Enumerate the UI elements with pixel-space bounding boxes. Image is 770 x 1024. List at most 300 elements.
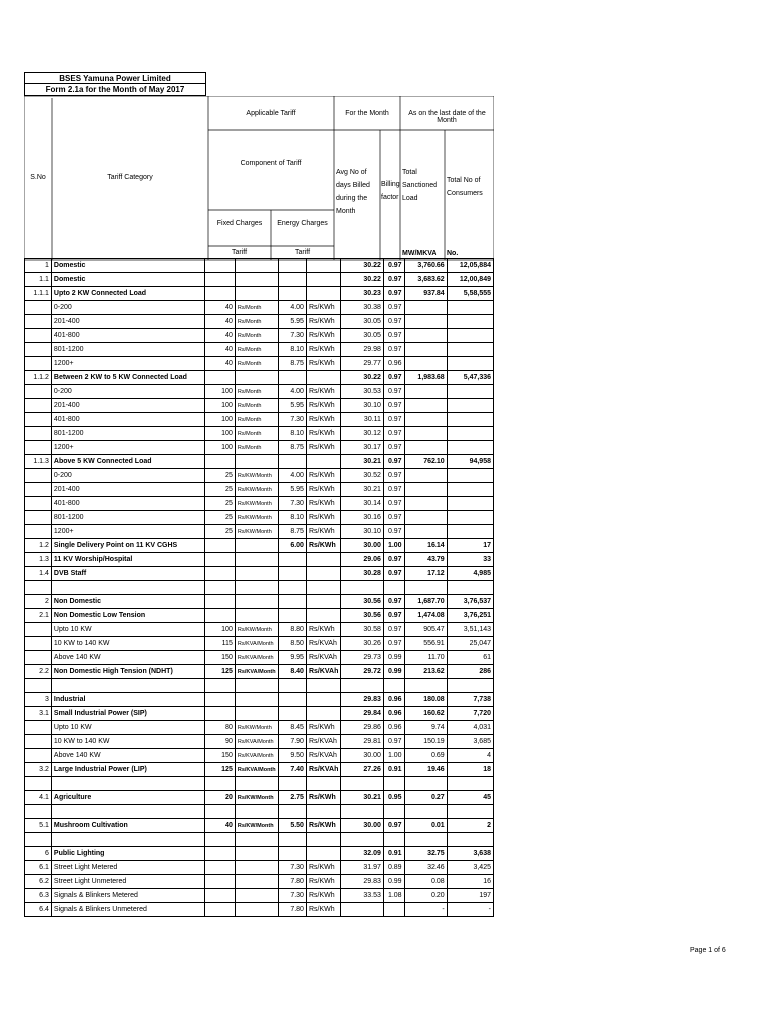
cell-sno: 6.2 [25, 875, 52, 889]
cell-bf: 0.97 [383, 399, 404, 413]
cell-cons [447, 315, 493, 329]
cell-sno [25, 637, 52, 651]
cell-cat: Upto 10 KW [51, 721, 204, 735]
cell-eu [306, 609, 340, 623]
cell-avg: 29.06 [341, 553, 384, 567]
cell-sno [25, 805, 52, 819]
cell-cons: 4 [447, 749, 493, 763]
cell-load: 19.46 [404, 763, 447, 777]
cell-load: 0.69 [404, 749, 447, 763]
cell-ex [278, 371, 306, 385]
cell-cons: 197 [447, 889, 493, 903]
cell-fx [205, 707, 236, 721]
cell-avg: 30.00 [341, 539, 384, 553]
cell-fu [235, 707, 278, 721]
cell-fx [205, 777, 236, 791]
cell-eu: Rs/KWh [306, 875, 340, 889]
cell-fx: 150 [205, 651, 236, 665]
cell-load [404, 805, 447, 819]
cell-eu: Rs/KWh [306, 525, 340, 539]
cell-sno [25, 413, 52, 427]
cell-eu: Rs/KWh [306, 441, 340, 455]
cell-bf: 0.96 [383, 693, 404, 707]
table-row [25, 721, 494, 735]
cell-avg: 30.21 [341, 791, 384, 805]
cell-avg: 30.16 [341, 511, 384, 525]
cell-fx: 40 [205, 329, 236, 343]
cell-eu [306, 273, 340, 287]
cell-avg: 29.86 [341, 721, 384, 735]
cell-fu [235, 553, 278, 567]
cell-bf [383, 581, 404, 595]
cell-bf: 0.99 [383, 875, 404, 889]
cell-fx: 100 [205, 413, 236, 427]
cell-cat [51, 777, 204, 791]
cell-fx [205, 833, 236, 847]
cell-eu: Rs/KWh [306, 623, 340, 637]
cell-cons: 3,638 [447, 847, 493, 861]
cell-avg: 29.83 [341, 875, 384, 889]
company-title: BSES Yamuna Power Limited [24, 72, 206, 84]
col-energy-tariff: Tariff [294, 249, 311, 256]
cell-avg [341, 833, 384, 847]
table-row [25, 553, 494, 567]
cell-fu: Rs/KW/Month [235, 483, 278, 497]
cell-ex: 8.75 [278, 357, 306, 371]
cell-avg: 30.05 [341, 329, 384, 343]
table-row [25, 301, 494, 315]
cell-cat: Non Domestic High Tension (NDHT) [51, 665, 204, 679]
cell-cat: Domestic [51, 259, 204, 273]
cell-eu: Rs/KWh [306, 539, 340, 553]
cell-fu: Rs/Month [235, 441, 278, 455]
table-row [25, 847, 494, 861]
cell-avg: 30.21 [341, 455, 384, 469]
cell-fu: Rs/KW/Month [235, 819, 278, 833]
cell-cons [447, 343, 493, 357]
cell-ex [278, 567, 306, 581]
table-row [25, 595, 494, 609]
cell-cat: 1200+ [51, 357, 204, 371]
cell-avg: 32.09 [341, 847, 384, 861]
cell-load [404, 679, 447, 693]
cell-eu [306, 693, 340, 707]
cell-bf: 0.97 [383, 567, 404, 581]
cell-cat: 11 KV Worship/Hospital [51, 553, 204, 567]
table-row [25, 511, 494, 525]
cell-bf: 0.97 [383, 413, 404, 427]
col-avg-days: Avg No of days Billed during the Month [336, 169, 370, 215]
cell-cons: 12,05,884 [447, 259, 493, 273]
cell-fx [205, 595, 236, 609]
cell-fu: Rs/Month [235, 413, 278, 427]
cell-cat: Small Industrial Power (SIP) [51, 707, 204, 721]
cell-bf: 0.97 [383, 553, 404, 567]
cell-bf: 0.97 [383, 455, 404, 469]
cell-cat: Above 140 KW [51, 651, 204, 665]
cell-ex: 5.95 [278, 399, 306, 413]
cell-fx [205, 889, 236, 903]
cell-fx: 90 [205, 735, 236, 749]
cell-cat [51, 581, 204, 595]
cell-sno: 1.1.1 [25, 287, 52, 301]
cell-cat: Non Domestic [51, 595, 204, 609]
cell-bf: 0.97 [383, 371, 404, 385]
cell-cat: 401-800 [51, 329, 204, 343]
table-row [25, 287, 494, 301]
cell-bf [383, 679, 404, 693]
cell-ex: 8.45 [278, 721, 306, 735]
cell-avg: 29.77 [341, 357, 384, 371]
table-row [25, 609, 494, 623]
cell-cons [447, 385, 493, 399]
table-row [25, 329, 494, 343]
cell-cons: 94,958 [447, 455, 493, 469]
cell-sno [25, 483, 52, 497]
cell-fx: 40 [205, 357, 236, 371]
cell-load [404, 581, 447, 595]
cell-cons [447, 511, 493, 525]
table-row [25, 413, 494, 427]
cell-fu [235, 455, 278, 469]
table-row [25, 315, 494, 329]
cell-cons [447, 833, 493, 847]
cell-bf: 1.08 [383, 889, 404, 903]
cell-avg: 29.72 [341, 665, 384, 679]
cell-load: 32.75 [404, 847, 447, 861]
cell-fx: 100 [205, 385, 236, 399]
cell-fu [235, 861, 278, 875]
cell-load [404, 343, 447, 357]
cell-load [404, 301, 447, 315]
cell-sno: 1.3 [25, 553, 52, 567]
cell-sno [25, 777, 52, 791]
cell-cat: 201-400 [51, 399, 204, 413]
cell-sno: 6.1 [25, 861, 52, 875]
cell-cons: 18 [447, 763, 493, 777]
col-category: Tariff Category [107, 174, 153, 181]
page-number: Page 1 of 6 [690, 947, 726, 954]
cell-fu [235, 679, 278, 693]
cell-ex: 4.00 [278, 469, 306, 483]
cell-ex: 7.30 [278, 329, 306, 343]
cell-ex [278, 805, 306, 819]
cell-avg: 30.56 [341, 595, 384, 609]
cell-cat: 0-200 [51, 301, 204, 315]
cell-cons: 3,76,251 [447, 609, 493, 623]
cell-load: 905.47 [404, 623, 447, 637]
cell-cons [447, 679, 493, 693]
cell-fu: Rs/Month [235, 385, 278, 399]
cell-sno [25, 315, 52, 329]
cell-ex [278, 553, 306, 567]
cell-ex: 8.10 [278, 343, 306, 357]
col-sno: S.No [30, 174, 46, 181]
cell-load [404, 399, 447, 413]
cell-bf: 0.97 [383, 819, 404, 833]
cell-eu [306, 371, 340, 385]
cell-sno: 6 [25, 847, 52, 861]
cell-cat: Single Delivery Point on 11 KV CGHS [51, 539, 204, 553]
col-billing-factor: Billing factor [381, 181, 400, 201]
cell-sno [25, 301, 52, 315]
cell-load [404, 413, 447, 427]
cell-bf: 0.89 [383, 861, 404, 875]
cell-fx: 40 [205, 343, 236, 357]
cell-eu [306, 679, 340, 693]
blank-row [25, 777, 494, 791]
cell-bf: 0.97 [383, 301, 404, 315]
cell-cons [447, 357, 493, 371]
cell-fu: Rs/KW/Month [235, 525, 278, 539]
cell-cons: 61 [447, 651, 493, 665]
cell-fx [205, 581, 236, 595]
table-row [25, 469, 494, 483]
cell-cat: 801-1200 [51, 427, 204, 441]
cell-ex: 8.50 [278, 637, 306, 651]
cell-ex [278, 273, 306, 287]
cell-cons [447, 441, 493, 455]
cell-sno: 4.1 [25, 791, 52, 805]
cell-sno [25, 651, 52, 665]
table-row [25, 819, 494, 833]
table-row [25, 903, 494, 917]
cell-sno [25, 343, 52, 357]
cell-fu [235, 777, 278, 791]
cell-fx: 100 [205, 399, 236, 413]
cell-cat: Street Light Metered [51, 861, 204, 875]
cell-eu: Rs/KWh [306, 889, 340, 903]
cell-bf: 0.97 [383, 497, 404, 511]
cell-load [404, 469, 447, 483]
cell-bf: 0.97 [383, 343, 404, 357]
cell-cat: Street Light Unmetered [51, 875, 204, 889]
cell-load: 3,760.66 [404, 259, 447, 273]
cell-cons [447, 469, 493, 483]
cell-eu: Rs/KWh [306, 427, 340, 441]
col-last-date: As on the last date of the Month [408, 110, 486, 124]
cell-avg: 30.28 [341, 567, 384, 581]
cell-cons: 17 [447, 539, 493, 553]
cell-cons [447, 525, 493, 539]
cell-cat: 1200+ [51, 525, 204, 539]
cell-sno: 5.1 [25, 819, 52, 833]
col-sanctioned: Total Sanctioned Load [402, 169, 438, 202]
cell-bf: 0.97 [383, 511, 404, 525]
cell-cat [51, 805, 204, 819]
cell-fx: 125 [205, 763, 236, 777]
cell-cat: Signals & Blinkers Unmetered [51, 903, 204, 917]
cell-fx [205, 693, 236, 707]
cell-ex: 7.90 [278, 735, 306, 749]
cell-load: 1,687.70 [404, 595, 447, 609]
cell-bf: 0.96 [383, 707, 404, 721]
cell-fx [205, 847, 236, 861]
cell-ex: 7.80 [278, 903, 306, 917]
table-row [25, 889, 494, 903]
cell-bf [383, 805, 404, 819]
cell-load: 3,683.62 [404, 273, 447, 287]
cell-fx [205, 861, 236, 875]
cell-cons: 33 [447, 553, 493, 567]
cell-fx: 20 [205, 791, 236, 805]
cell-sno: 1.1 [25, 273, 52, 287]
cell-cat: 10 KW to 140 KW [51, 637, 204, 651]
cell-cat: 0-200 [51, 385, 204, 399]
cell-eu: Rs/KWh [306, 469, 340, 483]
cell-eu: Rs/KVAh [306, 651, 340, 665]
cell-eu: Rs/KWh [306, 399, 340, 413]
cell-fu [235, 371, 278, 385]
cell-cons: 12,00,849 [447, 273, 493, 287]
cell-eu [306, 553, 340, 567]
cell-sno [25, 525, 52, 539]
cell-fu: Rs/Month [235, 301, 278, 315]
col-for-month: For the Month [345, 110, 389, 117]
cell-fu [235, 693, 278, 707]
cell-load: 0.20 [404, 889, 447, 903]
form-title: Form 2.1a for the Month of May 2017 [24, 84, 206, 96]
cell-eu: Rs/KWh [306, 903, 340, 917]
cell-ex: 9.95 [278, 651, 306, 665]
cell-avg: 30.23 [341, 287, 384, 301]
cell-fu: Rs/KVA/Month [235, 637, 278, 651]
cell-ex [278, 833, 306, 847]
cell-bf: 0.97 [383, 735, 404, 749]
cell-avg: 30.05 [341, 315, 384, 329]
cell-cons: 3,76,537 [447, 595, 493, 609]
cell-cons [447, 413, 493, 427]
cell-bf: 0.96 [383, 357, 404, 371]
cell-cons [447, 777, 493, 791]
cell-cat [51, 679, 204, 693]
cell-ex: 8.75 [278, 441, 306, 455]
cell-load: 9.74 [404, 721, 447, 735]
cell-bf: 0.99 [383, 651, 404, 665]
cell-load [404, 441, 447, 455]
table-row [25, 259, 494, 273]
cell-avg: 31.97 [341, 861, 384, 875]
cell-fu [235, 539, 278, 553]
cell-sno: 1.1.2 [25, 371, 52, 385]
cell-fu [235, 833, 278, 847]
cell-load: 180.08 [404, 693, 447, 707]
cell-avg: 30.22 [341, 273, 384, 287]
cell-avg: 30.11 [341, 413, 384, 427]
cell-fu: Rs/KVA/Month [235, 763, 278, 777]
cell-avg [341, 679, 384, 693]
cell-fx [205, 679, 236, 693]
table-row [25, 371, 494, 385]
cell-cat: 1200+ [51, 441, 204, 455]
cell-cons: 3,685 [447, 735, 493, 749]
cell-load [404, 427, 447, 441]
cell-bf [383, 903, 404, 917]
cell-fu [235, 273, 278, 287]
cell-fx: 40 [205, 315, 236, 329]
cell-eu [306, 595, 340, 609]
cell-bf: 0.97 [383, 469, 404, 483]
cell-eu: Rs/KWh [306, 819, 340, 833]
cell-cat: Domestic [51, 273, 204, 287]
cell-sno: 1.4 [25, 567, 52, 581]
cell-cons [447, 581, 493, 595]
cell-cons: 3,425 [447, 861, 493, 875]
cell-sno: 6.4 [25, 903, 52, 917]
cell-fu: Rs/KW/Month [235, 721, 278, 735]
cell-load: 150.19 [404, 735, 447, 749]
table-row [25, 861, 494, 875]
cell-avg: 30.14 [341, 497, 384, 511]
cell-eu [306, 833, 340, 847]
cell-fx: 40 [205, 819, 236, 833]
cell-load: 0.27 [404, 791, 447, 805]
cell-eu [306, 777, 340, 791]
cell-fx: 25 [205, 469, 236, 483]
cell-load: 17.12 [404, 567, 447, 581]
cell-load [404, 777, 447, 791]
cell-fx: 150 [205, 749, 236, 763]
cell-ex: 7.40 [278, 763, 306, 777]
cell-avg: 30.10 [341, 525, 384, 539]
cell-load: 0.08 [404, 875, 447, 889]
cell-fu: Rs/KW/Month [235, 511, 278, 525]
blank-row [25, 833, 494, 847]
cell-cons: 3,51,143 [447, 623, 493, 637]
cell-bf: 0.97 [383, 287, 404, 301]
cell-bf: 0.97 [383, 315, 404, 329]
cell-cons: 5,58,555 [447, 287, 493, 301]
cell-fu [235, 259, 278, 273]
blank-row [25, 805, 494, 819]
cell-avg [341, 581, 384, 595]
cell-eu: Rs/KWh [306, 413, 340, 427]
cell-fx [205, 455, 236, 469]
cell-fu: Rs/Month [235, 329, 278, 343]
cell-avg [341, 903, 384, 917]
table-row [25, 623, 494, 637]
cell-bf: 0.97 [383, 637, 404, 651]
cell-sno [25, 679, 52, 693]
cell-ex: 8.10 [278, 427, 306, 441]
cell-fx: 25 [205, 497, 236, 511]
cell-load [404, 329, 447, 343]
cell-eu [306, 287, 340, 301]
cell-avg: 33.53 [341, 889, 384, 903]
table-row [25, 427, 494, 441]
table-row [25, 399, 494, 413]
cell-cat: Industrial [51, 693, 204, 707]
cell-bf: 0.97 [383, 595, 404, 609]
cell-fx [205, 567, 236, 581]
cell-ex: 6.00 [278, 539, 306, 553]
cell-eu: Rs/KVAh [306, 749, 340, 763]
cell-cons [447, 301, 493, 315]
table-row [25, 343, 494, 357]
cell-fx [205, 287, 236, 301]
cell-eu [306, 455, 340, 469]
cell-cat: Upto 10 KW [51, 623, 204, 637]
cell-bf: 0.97 [383, 483, 404, 497]
cell-cons [447, 805, 493, 819]
cell-cons: 2 [447, 819, 493, 833]
cell-bf: 0.95 [383, 791, 404, 805]
cell-ex [278, 707, 306, 721]
table-row [25, 651, 494, 665]
cell-sno: 1.1.3 [25, 455, 52, 469]
table-row [25, 791, 494, 805]
cell-bf: 1.00 [383, 749, 404, 763]
